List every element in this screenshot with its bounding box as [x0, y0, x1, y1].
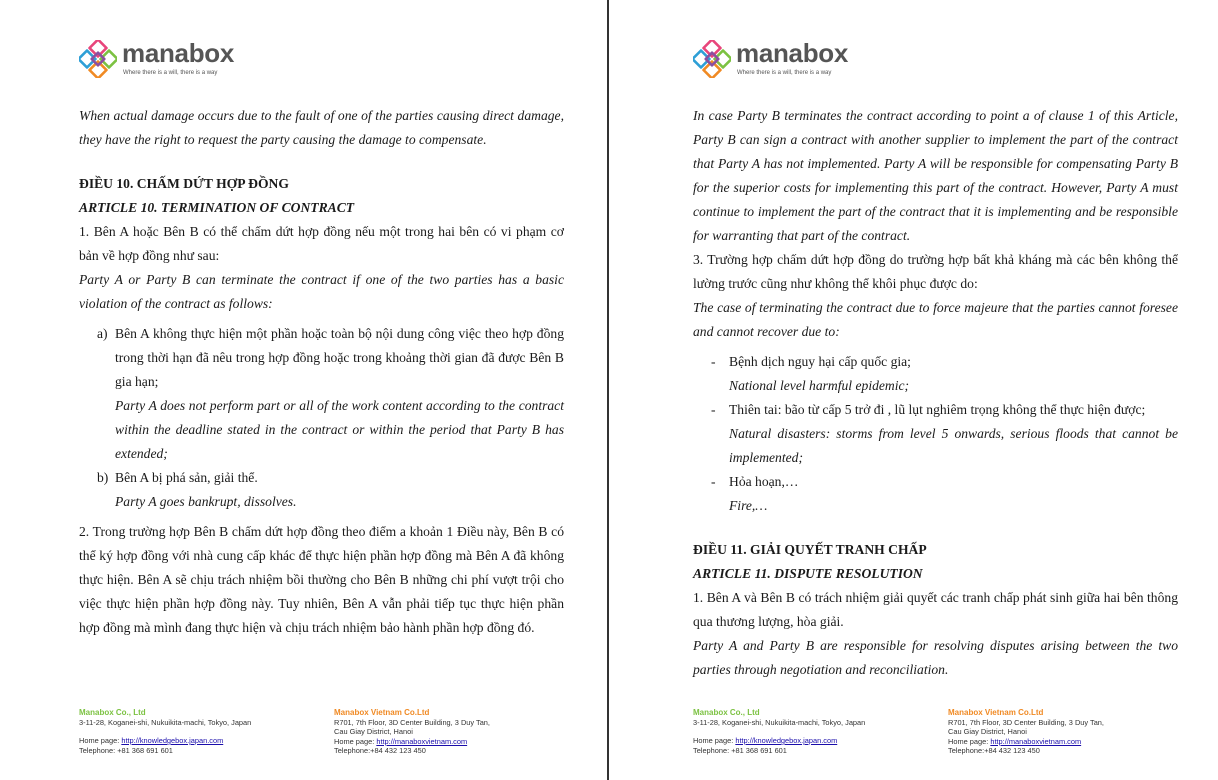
item-a-en: Party A does not perform part or all of the work content according to the contract within the deadline stated in the contract or within the period that Party B has extended;	[115, 398, 564, 461]
left-page-body	[79, 104, 564, 640]
logo-tagline: Where there is a will, there is a way	[123, 70, 218, 76]
homepage-label: Home page:	[693, 736, 736, 745]
clause-11-1-en: Party A and Party B are responsible for resolving disputes arising between the two parties through negotiation and reconciliation.	[693, 638, 1178, 677]
footer-company-name: Manabox Vietnam Co.Ltd	[948, 708, 1044, 717]
logo-tagline: Where there is a will, there is a way	[737, 70, 832, 76]
homepage-label: Home page:	[948, 736, 991, 746]
footer-telephone: Telephone:+84 432 123 450	[334, 746, 426, 755]
footer-address: 3-11-28, Koganei-shi, Nukuikita-machi, Tokyo, Japan	[79, 717, 252, 727]
list-marker: -	[711, 474, 716, 489]
clause-2-en: In case Party B terminates the contract according to point a of clause 1 of this Article, Party B can sign a contract with another supplier to implement the part of the contract that Party A has not implemented. Party A will be responsible for compensating Party B for the superior costs for implementing this part of the contract. However, Party A must continue to implement the part of the contract that it is implementing and be responsible for warranting that part of the contract.	[693, 108, 1178, 243]
article-11-heading-vi: ĐIỀU 11. GIẢI QUYẾT TRANH CHẤP	[693, 542, 927, 557]
footer-homepage	[79, 736, 319, 746]
bullet-vi: Bệnh dịch nguy hại cấp quốc gia;	[729, 354, 911, 369]
homepage-link[interactable]: http://manaboxvietnam.com	[376, 736, 468, 746]
clause-3-en: The case of terminating the contract due to force majeure that the parties cannot foresee and cannot recover due to:	[693, 300, 1178, 339]
list-item	[693, 350, 1178, 398]
footer-homepage	[334, 737, 554, 747]
footer-address: Cau Giay District, Hanoi	[948, 727, 1027, 736]
bullet-en: Fire,…	[729, 498, 768, 513]
list-item	[79, 466, 564, 514]
list-marker: b)	[97, 470, 109, 485]
footer-vietnam	[334, 708, 554, 756]
footer-company-name: Manabox Co., Ltd	[79, 708, 146, 717]
homepage-link[interactable]: http://knowledgebox.japan.com	[735, 736, 838, 745]
intro-paragraph: When actual damage occurs due to the fault of one of the parties causing direct damage, they have the right to request the party causing the damage to compensate.	[79, 108, 564, 147]
list-marker: a)	[97, 326, 108, 341]
clause-1-vi: 1. Bên A hoặc Bên B có thể chấm dứt hợp đồng nếu một trong hai bên có vi phạm cơ bản về hợp đồng như sau:	[79, 224, 564, 263]
logo-wordmark: manabox	[736, 38, 849, 68]
list-item	[693, 398, 1178, 470]
homepage-link[interactable]: http://knowledgebox.japan.com	[121, 736, 224, 745]
homepage-link[interactable]: http://manaboxvietnam.com	[990, 736, 1082, 746]
bullet-en: Natural disasters: storms from level 5 onwards, serious floods that cannot be implemented;	[729, 426, 1178, 465]
article-11-heading-en: ARTICLE 11. DISPUTE RESOLUTION	[693, 566, 923, 581]
footer-japan	[79, 708, 319, 755]
footer-address: 3-11-28, Koganei-shi, Nukuikita-machi, Tokyo, Japan	[693, 717, 866, 727]
item-a-vi: Bên A không thực hiện một phần hoặc toàn bộ nội dung công việc theo hợp đồng trong thời hạn đã nêu trong hợp đồng hoặc trong khoảng thời gian đã được Bên B gia hạn;	[115, 326, 564, 389]
list-item	[693, 470, 1178, 518]
article-10-heading-en: ARTICLE 10. TERMINATION OF CONTRACT	[79, 200, 355, 215]
list-item	[79, 322, 564, 466]
list-marker: -	[711, 354, 716, 369]
bullet-vi: Hỏa hoạn,…	[729, 474, 799, 489]
homepage-label: Home page:	[334, 736, 377, 746]
manabox-flower-icon	[79, 40, 117, 78]
footer-address: R701, 7th Floor, 3D Center Building, 3 Duy Tan,	[948, 717, 1104, 727]
right-page-body	[693, 104, 1178, 682]
logo-wordmark: manabox	[122, 38, 235, 68]
footer-homepage	[948, 737, 1168, 747]
footer-vietnam	[948, 708, 1168, 756]
item-b-vi: Bên A bị phá sản, giải thể.	[115, 470, 258, 485]
homepage-label: Home page:	[79, 736, 122, 745]
footer-company-name: Manabox Co., Ltd	[693, 708, 760, 717]
manabox-flower-icon	[693, 40, 731, 78]
footer-telephone: Telephone: +81 368 691 601	[79, 745, 173, 755]
footer-telephone: Telephone: +81 368 691 601	[693, 745, 787, 755]
footer-telephone: Telephone:+84 432 123 450	[948, 746, 1040, 755]
footer-address: Cau Giay District, Hanoi	[334, 727, 413, 736]
clause-11-1-vi: 1. Bên A và Bên B có trách nhiệm giải quyết các tranh chấp phát sinh giữa hai bên thông qua thương lượng, hòa giải.	[693, 590, 1178, 629]
clause-3-vi: 3. Trường hợp chấm dứt hợp đồng do trường hợp bất khả kháng mà các bên không thể lường trước cũng như không thể khôi phục được do:	[693, 252, 1178, 291]
article-10-heading-vi: ĐIỀU 10. CHẤM DỨT HỢP ĐỒNG	[79, 176, 289, 191]
footer-company-name: Manabox Vietnam Co.Ltd	[334, 708, 430, 717]
footer-address: R701, 7th Floor, 3D Center Building, 3 Duy Tan,	[334, 717, 490, 727]
clause-2-vi: 2. Trong trường hợp Bên B chấm dứt hợp đồng theo điểm a khoản 1 Điều này, Bên B có thể ký hợp đồng với nhà cung cấp khác để thực hiện phần hợp đồng mà Bên A đã không thực hiện. Bên A sẽ chịu trách nhiệm bồi thường cho Bên B những chi phí vượt trội cho việc thực hiện phần hợp đồng này. Tuy nhiên, Bên A vẫn phải tiếp tục thực hiện phần hợp đồng mà mình đang thực hiện và chịu trách nhiệm bảo hành phần hợp đồng đó.	[79, 524, 564, 635]
clause-1-en: Party A or Party B can terminate the contract if one of the two parties has a basic violation of the contract as follows:	[79, 272, 564, 311]
item-b-en: Party A goes bankrupt, dissolves.	[115, 494, 297, 509]
document-page-left	[0, 0, 607, 780]
document-page-right	[609, 0, 1218, 780]
footer-homepage	[693, 736, 933, 746]
footer-japan	[693, 708, 933, 755]
bullet-vi: Thiên tai: bão từ cấp 5 trở đi , lũ lụt nghiêm trọng không thể thực hiện được;	[729, 402, 1146, 417]
list-marker: -	[711, 402, 716, 417]
bullet-en: National level harmful epidemic;	[729, 378, 910, 393]
